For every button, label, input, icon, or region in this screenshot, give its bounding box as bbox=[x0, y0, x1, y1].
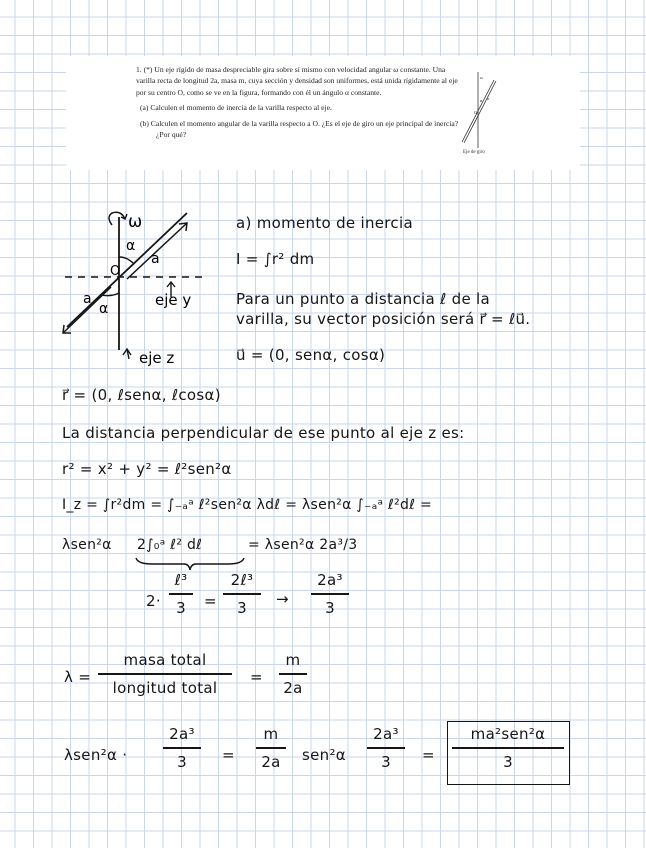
problem-text bbox=[136, 64, 466, 140]
problem-figure bbox=[454, 70, 504, 150]
result-bar bbox=[452, 747, 564, 749]
fig-omega: ω bbox=[480, 75, 483, 80]
result-den: 3 bbox=[503, 752, 513, 771]
final-num-2: m bbox=[263, 725, 279, 743]
step-den-3: 3 bbox=[325, 598, 335, 617]
angle-arc-top bbox=[119, 257, 133, 263]
lambda-frac-2 bbox=[276, 650, 310, 698]
final-bar-1 bbox=[163, 747, 201, 749]
note-result-2a3: = λsen²α 2a³/3 bbox=[248, 537, 358, 553]
lambda-bar-2 bbox=[279, 673, 307, 675]
result-frac bbox=[452, 724, 564, 772]
eje-y-label: eje y bbox=[155, 291, 192, 309]
step-bar-2 bbox=[223, 593, 261, 595]
step-num-3: 2a³ bbox=[317, 571, 343, 589]
note-position-vector: varilla, su vector posición será r⃗ = ℓu⃗. bbox=[236, 310, 531, 328]
lambda-eq: = bbox=[250, 668, 263, 686]
final-den-1: 3 bbox=[177, 752, 187, 771]
lambda-den-2: 2a bbox=[283, 678, 303, 697]
omega-arc bbox=[109, 212, 125, 225]
lambda-num: masa total bbox=[123, 651, 207, 669]
step-frac-3 bbox=[310, 570, 350, 618]
note-lambda-sen: λsen²α bbox=[62, 537, 112, 553]
final-bar-2 bbox=[256, 747, 286, 749]
fig-o: O bbox=[474, 110, 477, 115]
note-point-distance: Para un punto a distancia ℓ de la bbox=[236, 290, 490, 308]
lambda-num-2: m bbox=[285, 651, 301, 669]
result-num: ma²sen²α bbox=[470, 725, 546, 743]
alpha-top-label: α bbox=[126, 238, 136, 254]
note-heading-a: a) momento de inercia bbox=[236, 214, 413, 232]
fig-a: a bbox=[487, 96, 489, 101]
step-frac-2 bbox=[222, 570, 262, 618]
rod-line bbox=[67, 213, 187, 327]
note-iz-integral: I_z = ∫r²dm = ∫₋ₐᵃ ℓ²sen²α λdℓ = λsen²α ∫₋ₐᵃ ℓ²dℓ = bbox=[62, 497, 433, 513]
lambda-lhs: λ = bbox=[64, 668, 92, 686]
note-double-integral: 2∫₀ᵃ ℓ² dℓ bbox=[137, 537, 203, 553]
problem-part-b: (b) Calculen el momento angular de la varilla respecto a O. ¿Es el eje de giro un eje principal de inercia? ¿Por qué? bbox=[140, 118, 459, 140]
step-frac-1 bbox=[166, 570, 196, 618]
step-den-2: 3 bbox=[237, 598, 247, 617]
step-arrow: → bbox=[276, 590, 289, 608]
problem-card bbox=[66, 56, 580, 170]
final-num-3: 2a³ bbox=[373, 725, 399, 743]
final-den-3: 3 bbox=[381, 752, 391, 771]
problem-statement: 1. (*) Un eje rígido de masa despreciable gira sobre sí mismo con velocidad angular ω constante. Una varilla recta de longitud 2a, masa m, cuya sección y densidad son uniformes, está unida rígidamente al eje por su centro O, como se ve en la figura, formando con él un ángulo α constante. bbox=[136, 65, 458, 97]
lambda-den: longitud total bbox=[112, 678, 218, 697]
eje-z-label: eje z bbox=[139, 349, 175, 367]
note-perp-distance: La distancia perpendicular de ese punto al eje z es: bbox=[62, 424, 465, 442]
note-inertia-integral: I = ∫r² dm bbox=[236, 250, 315, 268]
final-eq-2: = bbox=[422, 746, 435, 764]
figure-caption: Eje de giro bbox=[463, 150, 485, 155]
result-box bbox=[447, 721, 570, 785]
a-lower-label: a bbox=[83, 291, 92, 307]
note-unit-vector: u⃗ = (0, senα, cosα) bbox=[236, 346, 386, 364]
lambda-bar bbox=[98, 673, 232, 675]
final-den-2: 2a bbox=[261, 752, 281, 771]
omega-label: ω bbox=[128, 212, 143, 232]
note-r-squared: r² = x² + y² = ℓ²sen²α bbox=[62, 460, 232, 478]
step-num-1: ℓ³ bbox=[174, 571, 188, 589]
final-frac-2 bbox=[254, 724, 288, 772]
step-den-1: 3 bbox=[176, 598, 186, 617]
problem-part-a: (a) Calculen el momento de inercia de la varilla respecto al eje. bbox=[140, 103, 332, 113]
final-num-1: 2a³ bbox=[169, 725, 195, 743]
step-eq: = bbox=[204, 592, 217, 610]
step-bar-1 bbox=[169, 593, 193, 595]
fig-alpha: α bbox=[480, 98, 483, 103]
final-frac-1 bbox=[162, 724, 202, 772]
alpha-bottom-label: α bbox=[99, 301, 109, 317]
final-bar-3 bbox=[367, 747, 405, 749]
note-r-vector: r⃗ = (0, ℓsenα, ℓcosα) bbox=[62, 386, 221, 404]
final-lhs: λsen²α · bbox=[64, 746, 128, 764]
final-frac-3 bbox=[366, 724, 406, 772]
origin-label: O bbox=[110, 264, 121, 279]
lambda-frac bbox=[98, 650, 232, 698]
step-prefix: 2· bbox=[146, 592, 161, 610]
step-num-2: 2ℓ³ bbox=[230, 571, 254, 589]
a-upper-label: a bbox=[151, 251, 160, 267]
step-bar-3 bbox=[311, 593, 349, 595]
final-eq-1: = bbox=[222, 746, 235, 764]
rod-diagram bbox=[55, 205, 225, 370]
final-mid: sen²α bbox=[302, 746, 346, 764]
